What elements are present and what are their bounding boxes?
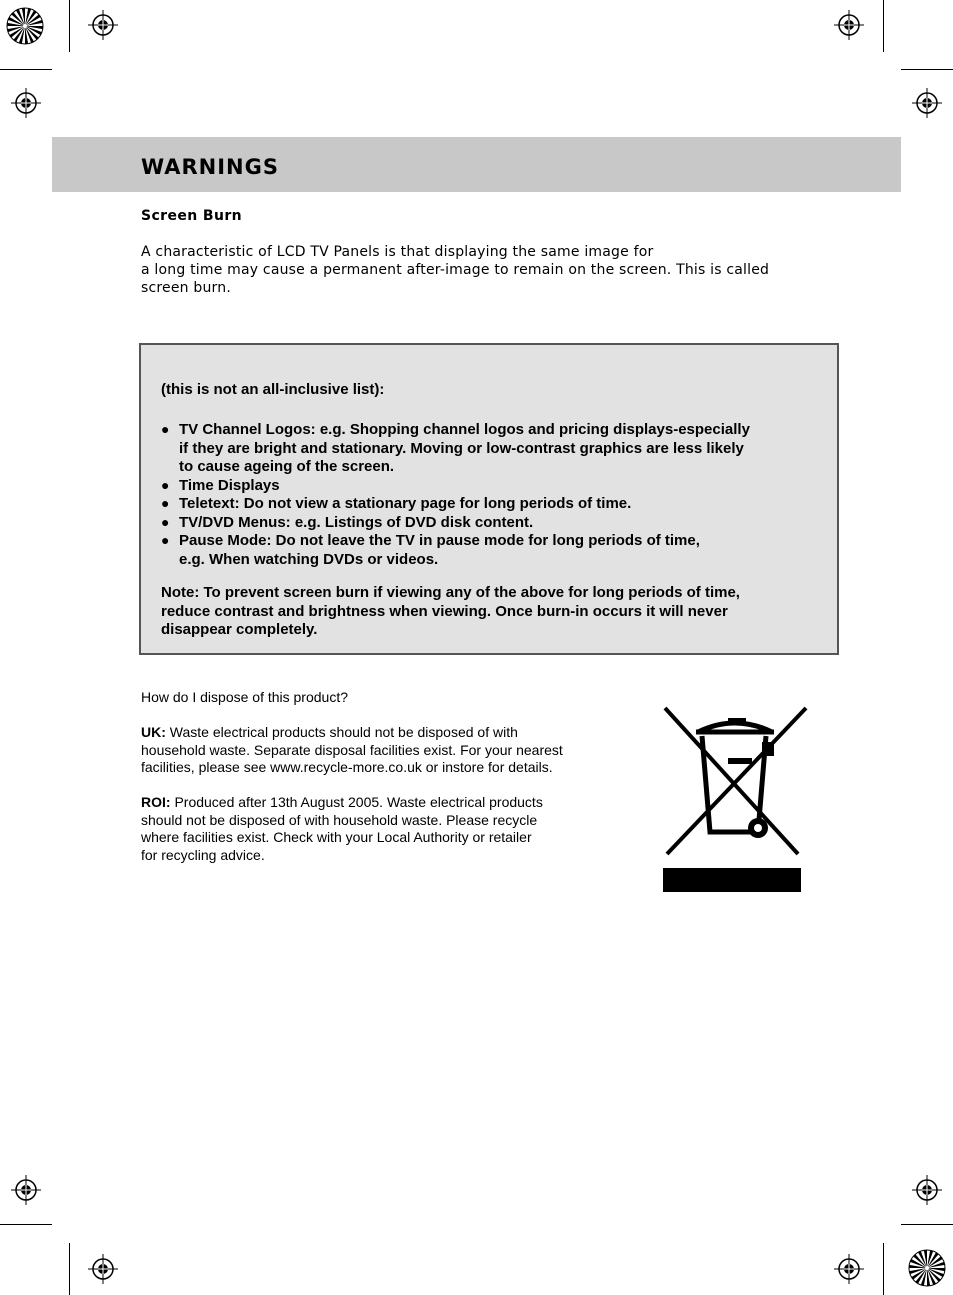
note-line: disappear completely. xyxy=(161,621,318,638)
roi-label: ROI: xyxy=(141,794,171,810)
section-title: Screen Burn xyxy=(141,208,243,224)
star-wedge xyxy=(27,26,43,29)
list-intro: (this is not an all-inclusive list): xyxy=(161,381,385,398)
registration-mark-icon xyxy=(11,88,41,118)
burn-in-note xyxy=(161,584,821,640)
crop-line xyxy=(0,1224,52,1225)
crop-line xyxy=(69,1243,70,1295)
star-wedge xyxy=(25,28,28,44)
star-wedge xyxy=(924,1250,927,1266)
list-item xyxy=(161,477,801,496)
screen-burn-intro xyxy=(141,243,801,297)
roi-line xyxy=(141,794,543,812)
roi-line: for recycling advice. xyxy=(141,846,265,863)
list-item xyxy=(161,421,801,477)
registration-mark-icon xyxy=(88,1254,118,1284)
list-item-line: e.g. When watching DVDs or videos. xyxy=(179,550,439,568)
note-line: reduce contrast and brightness when viewing. Once burn-in occurs it will never xyxy=(161,602,728,620)
bullet-icon: ● xyxy=(161,513,170,530)
color-star-target-icon xyxy=(6,7,44,45)
crop-line xyxy=(901,69,953,70)
registration-mark-icon xyxy=(834,1254,864,1284)
list-item-line: Time Displays xyxy=(179,476,280,494)
uk-line xyxy=(141,724,563,742)
bullet-icon: ● xyxy=(161,532,170,548)
crossed-out-wheelie-bin-icon xyxy=(660,704,810,894)
list-item-line: if they are bright and stationary. Moving or low-contrast graphics are less likely xyxy=(179,439,744,457)
crop-line xyxy=(901,1224,953,1225)
bullet-icon: ● xyxy=(161,495,170,511)
list-item xyxy=(161,495,801,514)
registration-mark-icon xyxy=(88,10,118,40)
list-item xyxy=(161,514,801,533)
list-item-line: TV/DVD Menus: e.g. Listings of DVD disk content. xyxy=(179,513,534,531)
list-item-line: TV Channel Logos: e.g. Shopping channel logos and pricing displays-especially xyxy=(179,421,750,438)
star-wedge xyxy=(7,23,23,26)
registration-mark-icon xyxy=(11,1175,41,1205)
color-star-target-icon xyxy=(908,1249,946,1287)
list-item-line: to cause ageing of the screen. xyxy=(179,458,395,475)
uk-line: household waste. Separate disposal facilities exist. For your nearest xyxy=(141,741,563,758)
list-item-line: Teletext: Do not view a stationary page for long periods of time. xyxy=(179,495,632,512)
crop-line xyxy=(883,1243,884,1295)
roi-line: where facilities exist. Check with your Local Authority or retailer xyxy=(141,829,532,845)
crop-line xyxy=(0,69,52,70)
registration-mark-icon xyxy=(912,88,942,118)
list-item xyxy=(161,532,801,569)
star-wedge xyxy=(22,8,25,24)
intro-line: a long time may cause a permanent after-image to remain on the screen. This is called xyxy=(141,262,770,278)
uk-line: facilities, please see www.recycle-more.co.uk or instore for details. xyxy=(141,759,553,775)
registration-mark-icon xyxy=(834,10,864,40)
uk-text: Waste electrical products should not be disposed of with xyxy=(165,724,518,740)
roi-paragraph xyxy=(141,794,543,864)
warning-list xyxy=(161,421,801,569)
bullet-icon: ● xyxy=(161,421,170,437)
roi-line: should not be disposed of with household waste. Please recycle xyxy=(141,811,538,828)
warning-box xyxy=(139,343,839,655)
bullet-icon: ● xyxy=(161,476,170,493)
star-wedge xyxy=(929,1268,945,1271)
list-item-line: Pause Mode: Do not leave the TV in pause mode for long periods of time, xyxy=(179,532,700,549)
note-line: Note: To prevent screen burn if viewing any of the above for long periods of time, xyxy=(161,584,740,601)
intro-line: A characteristic of LCD TV Panels is that displaying the same image for xyxy=(141,244,654,260)
registration-mark-icon xyxy=(912,1175,942,1205)
star-wedge xyxy=(927,1270,930,1286)
star-wedge xyxy=(909,1265,925,1268)
page-title: WARNINGS xyxy=(141,155,279,179)
dispose-question: How do I dispose of this product? xyxy=(141,689,349,705)
intro-line: screen burn. xyxy=(141,280,231,296)
crop-line xyxy=(69,0,70,52)
uk-label: UK: xyxy=(141,724,166,740)
roi-text: Produced after 13th August 2005. Waste electrical products xyxy=(170,794,543,810)
crop-line xyxy=(883,0,884,52)
uk-paragraph xyxy=(141,724,563,777)
